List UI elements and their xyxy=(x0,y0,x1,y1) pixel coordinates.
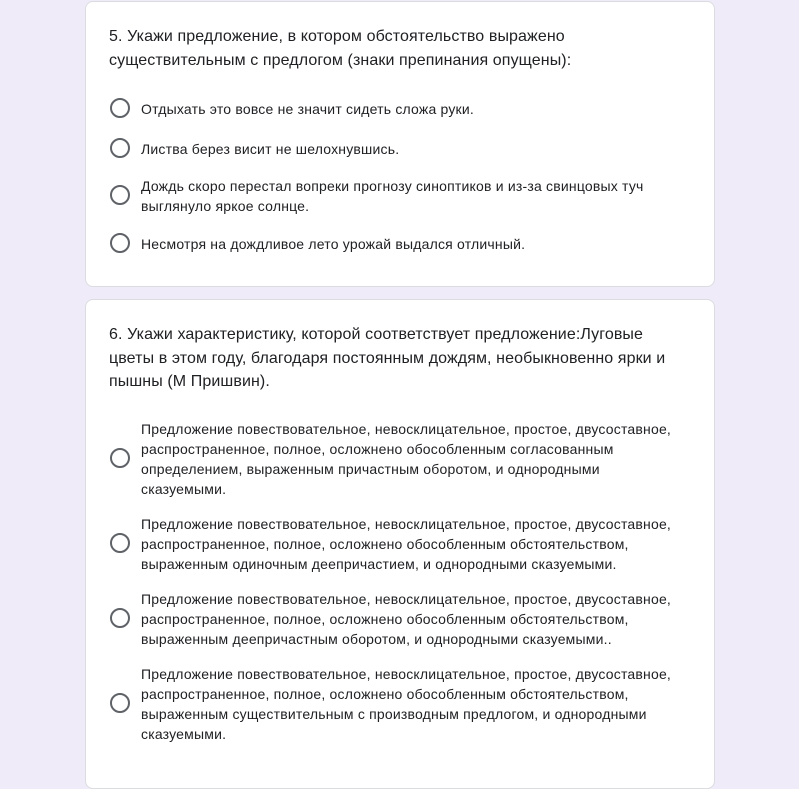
question-card-6 xyxy=(85,299,715,789)
question-title: 5. Укажи предложение, в котором обстоятельство выражено существительным с предлогом (знаки препинания опущены): xyxy=(109,28,572,69)
radio-option[interactable] xyxy=(109,175,699,217)
option-label: Дождь скоро перестал вопреки прогнозу синоптиков и из-за свинцовых туч выглянуло яркое солнце. xyxy=(141,178,644,214)
option-label: Предложение повествовательное, невосклицательное, простое, двусоставное, распространенное, полное, осложнено обособленным обстоятельством, выраженным существительным с производным предлогом, и однородными сказуемыми. xyxy=(141,666,672,742)
radio-option[interactable] xyxy=(109,663,699,745)
question-card-5 xyxy=(85,1,715,287)
radio-button-icon[interactable] xyxy=(110,448,130,468)
radio-button-icon[interactable] xyxy=(110,233,130,253)
radio-option[interactable] xyxy=(109,418,699,500)
option-label: Листва берез висит не шелохнувшись. xyxy=(141,141,400,157)
radio-button-icon[interactable] xyxy=(110,693,130,713)
option-label: Отдыхать это вовсе не значит сидеть сложа руки. xyxy=(141,101,474,117)
option-label: Несмотря на дождливое лето урожай выдался отличный. xyxy=(141,236,526,252)
radio-button-icon[interactable] xyxy=(110,608,130,628)
radio-button-icon[interactable] xyxy=(110,185,130,205)
option-label: Предложение повествовательное, невосклицательное, простое, двусоставное, распространенное, полное, осложнено обособленным обстоятельством, выраженным одиночным деепричастием, и однородными сказуемыми. xyxy=(141,516,672,572)
radio-option[interactable] xyxy=(109,513,699,575)
radio-button-icon[interactable] xyxy=(110,138,130,158)
radio-button-icon[interactable] xyxy=(110,533,130,553)
radio-button-icon[interactable] xyxy=(110,98,130,118)
option-label: Предложение повествовательное, невосклицательное, простое, двусоставное, распространенное, полное, осложнено обособленным согласованным определением, выраженным причастным оборотом, и однородными сказуемыми. xyxy=(141,421,672,497)
radio-option[interactable] xyxy=(109,233,699,255)
radio-option[interactable] xyxy=(109,588,699,650)
radio-option[interactable] xyxy=(109,138,699,160)
radio-option[interactable] xyxy=(109,98,699,120)
option-label: Предложение повествовательное, невосклицательное, простое, двусоставное, распространенное, полное, осложнено обособленным обстоятельством, выраженным деепричастным оборотом, и однородными сказуемыми.. xyxy=(141,591,672,647)
question-title: 6. Укажи характеристику, которой соответствует предложение:Луговые цветы в этом году, благодаря постоянным дождям, необыкновенно ярки и пышны (М Пришвин). xyxy=(109,326,666,390)
